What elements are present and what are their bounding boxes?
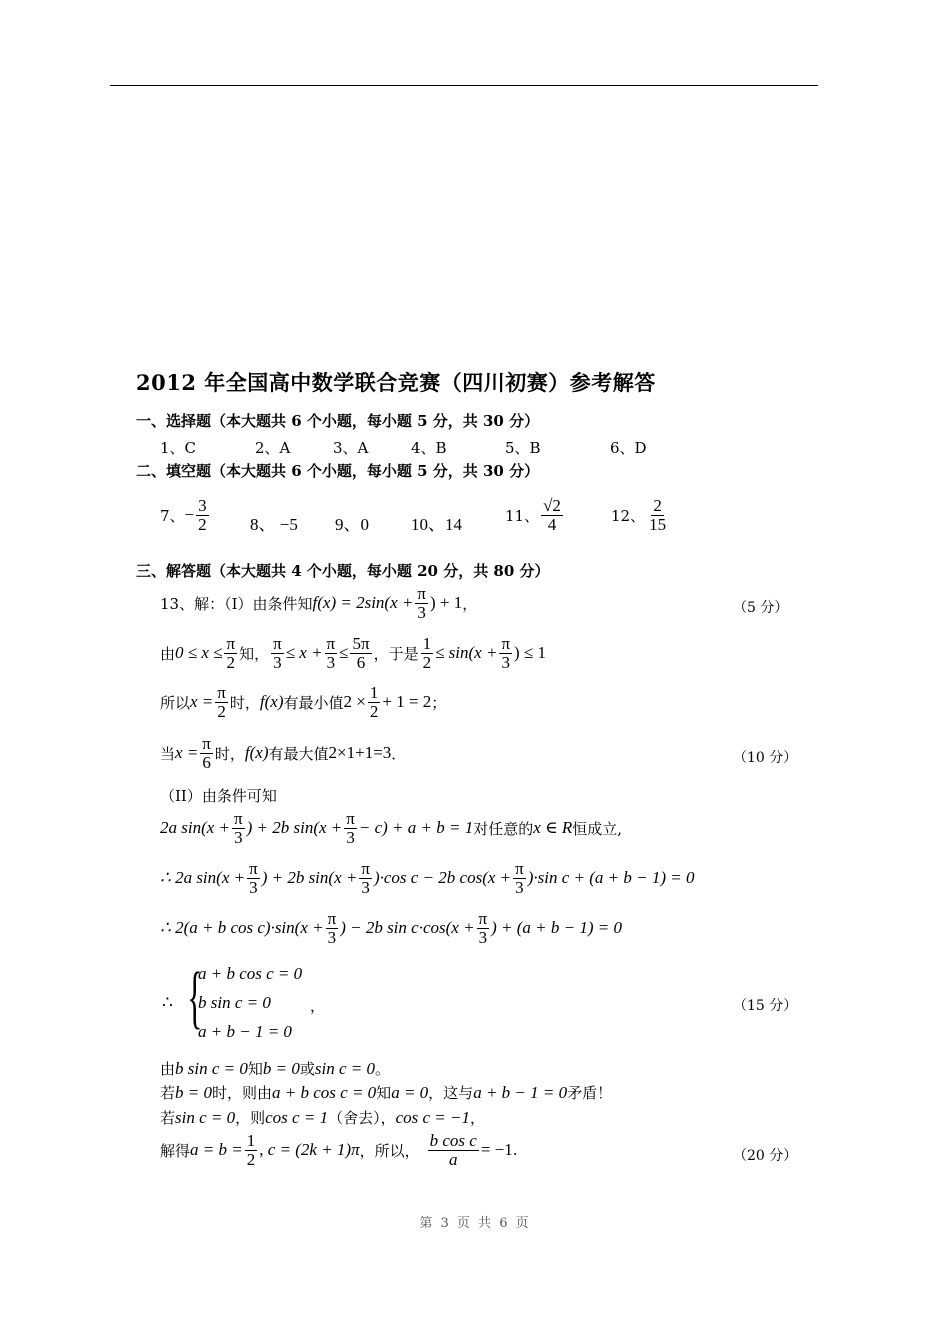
answer-7-fraction — [196, 497, 209, 534]
pi-over-3-fraction — [359, 860, 372, 897]
pi-numerator: π — [478, 909, 488, 928]
fill-answer-8: 8、 −5 — [250, 515, 298, 534]
line-11-text-i: 矛盾！ — [567, 1084, 613, 1102]
solution-line-3 — [160, 684, 446, 721]
line-13-text-e: ，所以， — [359, 1141, 420, 1160]
pi-over-3-fraction — [415, 585, 428, 622]
line-8-math-c: ) + (a + b − 1) = 0 — [491, 918, 623, 938]
line-13-text-a: 解得 — [160, 1141, 191, 1160]
solution-line-1-math: f(x) = 2sin(x + — [312, 593, 414, 613]
solution-line-6 — [160, 810, 622, 847]
solution-line-1-tail: ) + 1 — [429, 593, 463, 613]
line-3-text-c: 时， — [229, 693, 260, 712]
bcosc-numerator: b cos c — [429, 1131, 477, 1150]
answer-7-label: 7、 — [160, 506, 185, 525]
therefore-symbol: ∴ — [162, 993, 173, 1012]
line-11-text-a: 若 — [160, 1084, 176, 1102]
pi-numerator: π — [515, 859, 524, 878]
line-4-text-c: 时， — [214, 744, 245, 763]
line-11-math-d: a + b cos c = 0 — [272, 1082, 377, 1102]
three-denominator: 3 — [346, 827, 355, 847]
line-12-text-e: （舍去）， — [328, 1109, 396, 1127]
pi-numerator: π — [234, 809, 243, 828]
solution-line-1 — [160, 585, 477, 622]
line-11-text-e: 知 — [376, 1084, 392, 1102]
line-10-math-f: sin c = 0 — [314, 1058, 375, 1078]
line-3-math-g: + 1 = 2 — [382, 692, 432, 712]
line-4-math-b: x = — [175, 743, 199, 763]
line-12-math-f: cos c = −1 — [395, 1107, 470, 1127]
line-3-text-e: 有最小值 — [283, 693, 344, 712]
line-11-text-g: ，这与 — [428, 1084, 474, 1102]
pi-over-3-fraction — [271, 635, 284, 672]
answer-1: 1、C — [160, 439, 197, 457]
score-20: （20 分） — [733, 1148, 798, 1164]
fill-answer-9: 9、0 — [335, 515, 369, 534]
three-denominator: 3 — [515, 877, 524, 897]
three-denominator: 3 — [501, 652, 510, 672]
section3-heading: 三、解答题（本大题共 4 个小题，每小题 20 分，共 80 分） — [136, 562, 550, 580]
fill-answer-10: 10、14 — [411, 515, 462, 534]
line-6-math-c: − c) + a + b = 1 — [358, 818, 474, 838]
line-2-math-j: ) ≤ 1 — [514, 643, 547, 663]
one-numerator: 1 — [246, 1131, 256, 1150]
line-4-text-a: 当 — [160, 744, 176, 763]
line-13-math-h: = −1 — [480, 1140, 513, 1160]
line-12-text-g: ， — [470, 1109, 486, 1127]
two-denominator: 2 — [246, 1149, 256, 1169]
answer-5: 5、B — [505, 439, 541, 457]
five-pi-over-6-fraction — [350, 635, 371, 672]
fill-answer-7 — [160, 497, 211, 534]
solution-line-8 — [160, 910, 622, 947]
solution-line-13 — [160, 1132, 518, 1169]
solution-line-1-end: ， — [462, 594, 478, 613]
pi-numerator: π — [361, 859, 370, 878]
line-11-text-c: 时，则由 — [212, 1084, 273, 1102]
pi-over-3-fraction — [247, 860, 260, 897]
answer-11-numerator: √2 — [543, 496, 561, 515]
pi-numerator: π — [417, 584, 426, 603]
line-10-text-e: 或 — [299, 1060, 315, 1078]
pi-over-6-fraction — [200, 735, 213, 772]
answer-7-sign: − — [184, 505, 195, 525]
line-3-text-a: 所以 — [160, 693, 191, 712]
line-2-text-g: ，于是 — [373, 644, 419, 663]
pi-numerator: π — [202, 734, 211, 753]
system-equation-3: a + b − 1 = 0 — [198, 1022, 292, 1041]
three-denominator: 3 — [478, 927, 488, 947]
pi-over-2-fraction — [215, 684, 228, 721]
two-denominator: 2 — [422, 652, 432, 672]
three-denominator: 3 — [327, 927, 337, 947]
two-denominator: 2 — [369, 701, 379, 721]
answer-7-denominator: 2 — [198, 514, 207, 534]
answer-3: 3、A — [333, 439, 369, 457]
system-brace: { — [187, 959, 203, 1036]
pi-numerator: π — [249, 859, 258, 878]
line-13-math-b: a = b = — [190, 1140, 243, 1160]
three-denominator: 3 — [273, 652, 282, 672]
line-2-math-i: ≤ sin(x + — [435, 643, 498, 663]
pi-over-3-fraction — [513, 860, 526, 897]
solution-line-7 — [160, 860, 694, 897]
solution-line-4 — [160, 735, 406, 772]
header-rule — [110, 85, 818, 86]
answer-11-denominator: 4 — [547, 514, 557, 534]
bcosc-over-a-fraction — [428, 1132, 479, 1169]
three-denominator: 3 — [326, 652, 336, 672]
line-2-text-c: 知， — [239, 644, 270, 663]
pi-numerator: π — [226, 634, 236, 653]
score-15: （15 分） — [733, 998, 798, 1014]
six-denominator: 6 — [202, 752, 211, 772]
line-2-text-a: 由 — [160, 644, 176, 663]
answer-4: 4、B — [411, 439, 447, 457]
answer-12-denominator: 15 — [649, 514, 667, 534]
score-10: （10 分） — [733, 750, 798, 766]
pi-over-3-fraction — [325, 635, 338, 672]
pi-numerator: π — [501, 634, 511, 653]
six-denominator: 6 — [356, 652, 366, 672]
solution-line-10 — [160, 1058, 390, 1079]
solution-line-5: （II）由条件可知 — [160, 787, 277, 805]
three-denominator: 3 — [249, 877, 258, 897]
answer-11-fraction — [541, 497, 563, 534]
line-10-math-b: b sin c = 0 — [175, 1058, 248, 1078]
line-8-math-a: ∴ 2(a + b cos c)·sin(x + — [160, 918, 324, 938]
section2-heading: 二、填空题（本大题共 6 个小题，每小题 5 分，共 30 分） — [136, 462, 540, 480]
system-equation-1: a + b cos c = 0 — [198, 964, 303, 983]
line-12-text-c: ，则 — [235, 1109, 266, 1127]
three-denominator: 3 — [361, 877, 370, 897]
answer-6: 6、D — [610, 439, 647, 457]
line-11-math-f: a = 0 — [391, 1082, 429, 1102]
answer-12-label: 12、 — [611, 506, 646, 525]
line-6-math-e: x ∈ R — [533, 818, 573, 838]
line-2-math-e: ≤ — [339, 643, 349, 663]
three-denominator: 3 — [234, 827, 243, 847]
line-4-math-f: 2×1+1=3 — [328, 743, 392, 763]
page-footer: 第 3 页 共 6 页 — [419, 1216, 531, 1231]
five-pi-numerator: 5π — [352, 634, 370, 653]
solution-line-1-prefix: 13、解：（I）由条件知 — [160, 594, 313, 613]
pi-over-3-fraction — [499, 635, 512, 672]
line-3-math-b: x = — [190, 692, 214, 712]
line-4-text-g: ． — [391, 744, 407, 763]
solution-line-12 — [160, 1107, 485, 1128]
answer-2: 2、A — [255, 439, 291, 457]
pi-numerator: π — [327, 909, 337, 928]
three-denominator: 3 — [417, 602, 426, 622]
line-6-text-f: 恒成立, — [572, 819, 623, 838]
line-3-math-f: 2 × — [343, 692, 366, 712]
line-7-math-a: ∴ 2a sin(x + — [160, 868, 246, 888]
line-11-math-h: a + b − 1 = 0 — [473, 1082, 568, 1102]
line-12-math-b: sin c = 0 — [175, 1107, 236, 1127]
answer-7-numerator: 3 — [198, 496, 207, 515]
answer-12-fraction — [647, 497, 668, 534]
line-10-text-a: 由 — [160, 1060, 176, 1078]
fill-answer-12 — [611, 497, 670, 534]
pi-over-2-fraction — [224, 635, 237, 672]
line-4-math-d: f(x) — [244, 743, 269, 763]
pi-over-3-fraction — [344, 810, 357, 847]
line-2-math-d: ≤ x + — [285, 643, 323, 663]
answer-12-numerator: 2 — [653, 496, 662, 515]
line-7-math-c: )·cos c − 2b cos(x + — [373, 868, 512, 888]
page-title: 2012 年全国高中数学联合竞赛（四川初赛）参考解答 — [136, 370, 656, 395]
pi-numerator: π — [326, 634, 336, 653]
line-10-text-c: 知 — [247, 1060, 263, 1078]
pi-numerator: π — [273, 634, 282, 653]
score-5: （5 分） — [733, 600, 789, 616]
line-8-math-b: ) − 2b sin c·cos(x + — [340, 918, 475, 938]
line-12-math-d: cos c = 1 — [265, 1107, 329, 1127]
pi-over-3-fraction — [232, 810, 245, 847]
line-12-text-a: 若 — [160, 1109, 176, 1127]
line-3-math-d: f(x) — [259, 692, 284, 712]
section1-heading: 一、选择题（本大题共 6 个小题，每小题 5 分，共 30 分） — [136, 412, 540, 430]
line-6-math-b: ) + 2b sin(x + — [246, 818, 343, 838]
line-3-text-h: ； — [431, 693, 447, 712]
line-4-text-e: 有最大值 — [268, 744, 329, 763]
solution-line-2 — [160, 635, 546, 672]
pi-over-3-fraction — [326, 910, 339, 947]
line-13-math-d: , c = (2k + 1)π — [259, 1140, 360, 1160]
one-half-fraction — [245, 1132, 258, 1169]
line-6-text-d: 对任意的 — [473, 819, 534, 838]
solution-line-11 — [160, 1082, 612, 1103]
a-denominator: a — [448, 1149, 458, 1169]
two-denominator: 2 — [226, 652, 236, 672]
one-numerator: 1 — [422, 634, 432, 653]
line-7-math-b: ) + 2b sin(x + — [261, 868, 358, 888]
pi-over-3-fraction — [477, 910, 490, 947]
one-numerator: 1 — [369, 683, 379, 702]
pi-numerator: π — [217, 683, 226, 702]
system-comma: ， — [310, 997, 326, 1015]
one-half-fraction — [421, 635, 434, 672]
line-11-math-b: b = 0 — [175, 1082, 212, 1102]
answer-11-label: 11、 — [505, 506, 540, 525]
system-equation-2: b sin c = 0 — [198, 993, 271, 1012]
line-13-text-i: . — [512, 1141, 518, 1160]
one-half-fraction — [368, 684, 381, 721]
line-6-math-a: 2a sin(x + — [160, 818, 231, 838]
line-10-math-d: b = 0 — [262, 1058, 300, 1078]
two-denominator: 2 — [217, 701, 226, 721]
fill-answer-11 — [505, 497, 565, 534]
line-7-math-d: )·sin c + (a + b − 1) = 0 — [527, 868, 695, 888]
line-10-text-g: 。 — [375, 1060, 391, 1078]
pi-numerator: π — [346, 809, 355, 828]
line-2-math-b: 0 ≤ x ≤ — [175, 643, 223, 663]
